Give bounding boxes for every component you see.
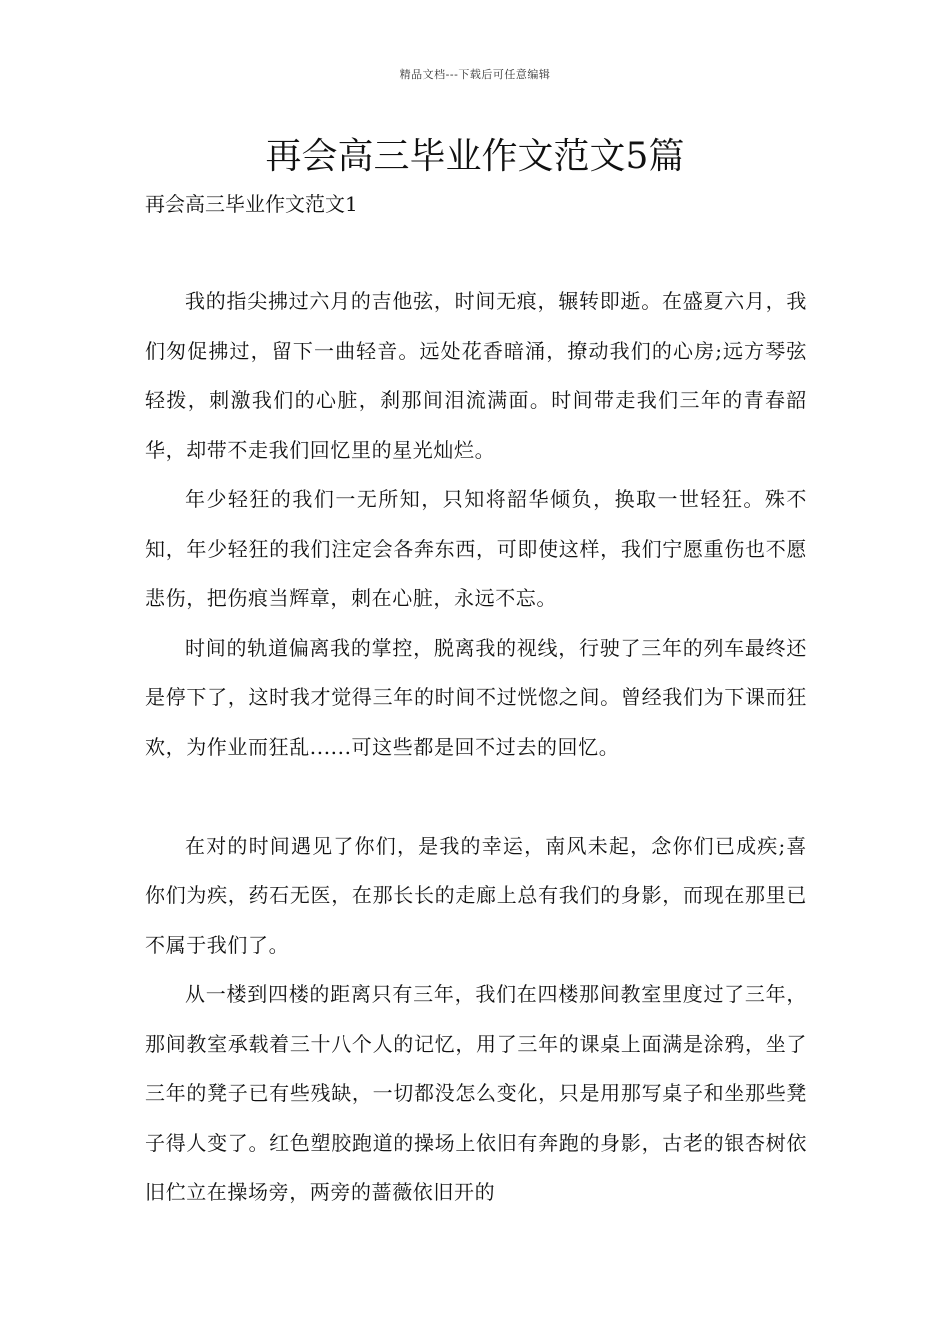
paragraph-5: 从一楼到四楼的距离只有三年，我们在四楼那间教室里度过了三年，那间教室承载着三十八个人的记忆，用了三年的课桌上面满是涂鸦，坐了三年的凳子已有些残缺，一切都没怎么变化，只是用那写桌子和坐那些凳子得人变了。红色塑胶跑道的操场上依旧有奔跑的身影，古老的银杏树依旧伫立在操场旁，两旁的蔷薇依旧开的	[145, 982, 807, 1204]
header-note: 精品文档---下载后可任意编辑	[399, 68, 551, 81]
body-text	[145, 277, 807, 1218]
paragraph-3: 时间的轨道偏离我的掌控，脱离我的视线，行驶了三年的列车最终还是停下了，这时我才觉得三年的时间不过恍惚之间。曾经我们为下课而狂欢，为作业而狂乱......可这些都是回不过去的回忆。	[145, 635, 807, 759]
paragraph-2: 年少轻狂的我们一无所知，只知将韶华倾负，换取一世轻狂。殊不知，年少轻狂的我们注定会各奔东西，可即使这样，我们宁愿重伤也不愿悲伤，把伤痕当辉章，刺在心脏，永远不忘。	[145, 487, 807, 610]
paragraph-4: 在对的时间遇见了你们，是我的幸运，南风未起，念你们已成疾;喜你们为疾，药石无医，在那长长的走廊上总有我们的身影，而现在那里已不属于我们了。	[145, 833, 807, 957]
paragraph-1: 我的指尖拂过六月的吉他弦，时间无痕，辗转即逝。在盛夏六月，我们匆促拂过，留下一曲轻音。远处花香暗涌，撩动我们的心房;远方琴弦轻拨，刺激我们的心脏，刹那间泪流满面。时间带走我们三年的青春韶华，却带不走我们回忆里的星光灿烂。	[145, 289, 807, 462]
document-title: 再会高三毕业作文范文5篇	[265, 136, 685, 177]
section-heading: 再会高三毕业作文范文1	[145, 192, 358, 216]
